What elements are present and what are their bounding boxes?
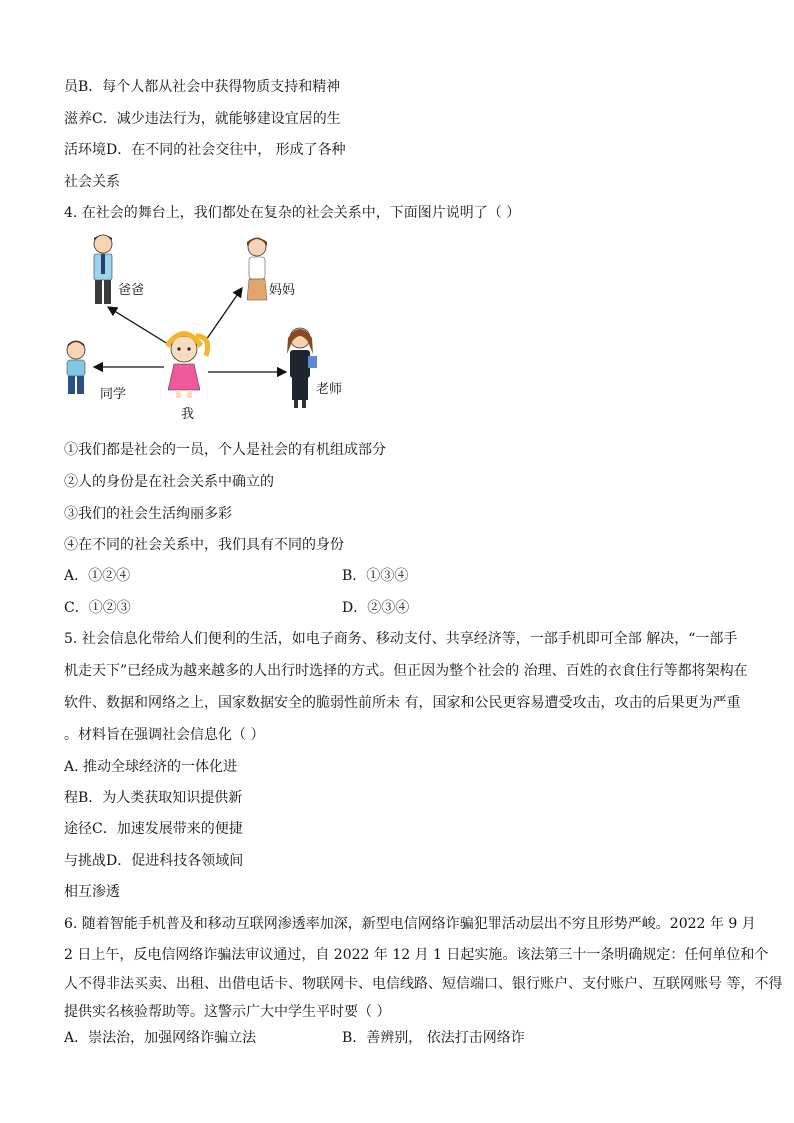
q6-option-b: B．善辨别， 依法打击网络诈 — [342, 1030, 525, 1046]
q3-line-1: 员B．每个人都从社会中获得物质支持和精神 — [64, 79, 341, 95]
q3-line-4: 社会关系 — [64, 174, 120, 190]
q4-option-a: A．①②④ — [64, 568, 131, 584]
q4-statement-3: ③我们的社会生活绚丽多彩 — [64, 506, 232, 522]
q4-option-c: C．①②③ — [64, 600, 131, 616]
q3-line-2: 滋养C．减少违法行为，就能够建设宜居的生 — [64, 111, 341, 127]
q4-option-d: D．②③④ — [342, 600, 410, 616]
q5-line-1: 5. 社会信息化带给人们便利的生活，如电子商务、移动支付、共享经济等，一部手机即可全部 解决，“一部手 — [64, 631, 738, 647]
q6-line-1: 6. 随着智能手机普及和移动互联网渗透率加深，新型电信网络诈骗犯罪活动层出不穷且形势严峻。2022 年 9 月 — [64, 916, 756, 932]
q5-line-2: 机走天下”已经成为越来越多的人出行时选择的方式。但正因为整个社会的 治理、百姓的衣食住行等都将架构在 — [64, 663, 748, 679]
q4-stem: 4. 在社会的舞台上，我们都处在复杂的社会关系中，下面图片说明了（ ） — [64, 205, 521, 221]
relationship-figure — [56, 232, 356, 427]
q5-option-d-cont: 相互渗透 — [64, 884, 120, 900]
q6-option-a: A．崇法治，加强网络诈骗立法 — [64, 1030, 257, 1046]
arrow-to-mom — [206, 288, 242, 340]
q5-line-4: 。材料旨在强调社会信息化（ ） — [64, 727, 265, 743]
mom-figure — [247, 238, 267, 300]
label-me: 我 — [181, 407, 195, 422]
q5-option-a: A. 推动全球经济的一体化进 — [64, 759, 238, 775]
q4-statement-1: ①我们都是社会的一员，个人是社会的有机组成部分 — [64, 442, 386, 458]
q4-option-b: B．①③④ — [342, 568, 409, 584]
label-dad: 爸爸 — [118, 283, 145, 298]
q6-line-4: 提供实名核验帮助等。这警示广大中学生平时要（ ） — [64, 1004, 391, 1020]
q5-option-b: 程B．为人类获取知识提供新 — [64, 790, 243, 806]
q6-line-2: 2 日上午，反电信网络诈骗法审议通过，自 2022 年 12 月 1 日起实施。该法第三十一条明确规定：任何单位和个 — [64, 947, 769, 963]
q6-line-3: 人不得非法买卖、出租、出借电话卡、物联网卡、电信线路、短信端口、银行账户、支付账户、互联网账号 等，不得 — [64, 976, 783, 992]
dad-figure — [94, 235, 112, 304]
q5-line-3: 软件、数据和网络之上，国家数据安全的脆弱性前所未 有，国家和公民更容易遭受攻击，攻击的后果更为严重 — [64, 695, 741, 711]
q5-option-c: 途径C．加速发展带来的便捷 — [64, 821, 243, 837]
label-classmate: 同学 — [100, 387, 127, 402]
teacher-figure — [287, 328, 317, 408]
q4-statement-2: ②人的身份是在社会关系中确立的 — [64, 474, 274, 490]
label-mom: 妈妈 — [269, 283, 296, 298]
arrow-to-dad — [108, 307, 168, 344]
label-teacher: 老师 — [316, 382, 343, 397]
q4-statement-4: ④在不同的社会关系中，我们具有不同的身份 — [64, 537, 344, 553]
q5-option-d: 与挑战D．促进科技各领域间 — [64, 853, 244, 869]
me-figure — [165, 331, 208, 398]
classmate-figure — [67, 341, 85, 394]
q3-line-3: 活环境D．在不同的社会交往中， 形成了各种 — [64, 142, 346, 158]
